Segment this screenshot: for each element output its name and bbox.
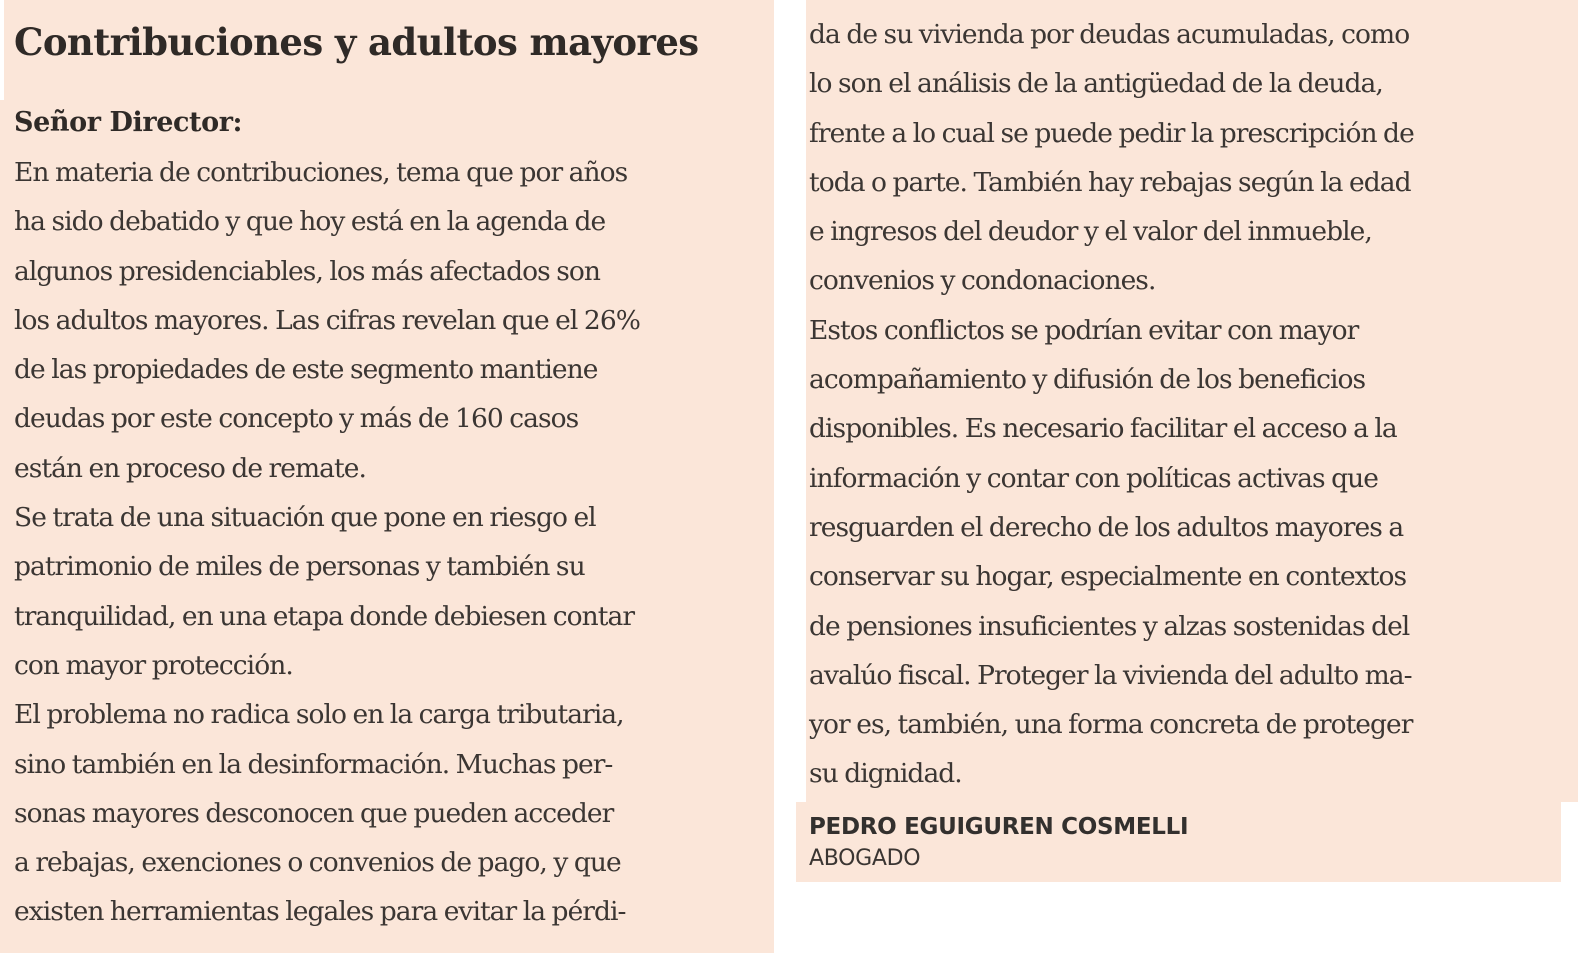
author-role: ABOGADO xyxy=(809,846,921,871)
body-line: de pensiones insuficientes y alzas sostenidas del xyxy=(809,610,1410,642)
body-line: ha sido debatido y que hoy está en la agenda de xyxy=(14,206,606,238)
body-line: acompañamiento y difusión de los beneficios xyxy=(809,364,1366,396)
body-line: existen herramientas legales para evitar la pérdi- xyxy=(14,896,626,928)
body-line: Se trata de una situación que pone en riesgo el xyxy=(14,502,596,534)
body-line: deudas por este concepto y más de 160 casos xyxy=(14,403,579,435)
body-line: conservar su hogar, especialmente en contextos xyxy=(809,561,1407,593)
body-line: Estos conflictos se podrían evitar con mayor xyxy=(809,314,1359,346)
body-line: sino también en la desinformación. Muchas per- xyxy=(14,748,613,780)
body-line: patrimonio de miles de personas y también su xyxy=(14,551,585,583)
body-line: El problema no radica solo en la carga tributaria, xyxy=(14,699,624,731)
body-line: En materia de contribuciones, tema que por años xyxy=(14,157,628,188)
body-line: a rebajas, exenciones o convenios de pago, y que xyxy=(14,847,621,879)
body-line: están en proceso de remate. xyxy=(14,452,366,484)
body-line: frente a lo cual se puede pedir la prescripción de xyxy=(809,117,1414,149)
body-line: toda o parte. También hay rebajas según la edad xyxy=(809,166,1411,198)
right-column-text xyxy=(809,10,1414,799)
body-line: resguarden el derecho de los adultos mayores a xyxy=(809,511,1404,543)
letter-greeting: Señor Director: xyxy=(14,107,243,138)
body-line: los adultos mayores. Las cifras revelan que el 26% xyxy=(14,304,640,336)
body-line: yor es, también, una forma concreta de proteger xyxy=(809,709,1413,741)
body-line: convenios y condonaciones. xyxy=(809,265,1156,297)
body-line: e ingresos del deudor y el valor del inmueble, xyxy=(809,216,1372,248)
body-line: información y contar con políticas activas que xyxy=(809,462,1378,494)
body-line: disponibles. Es necesario facilitar el acceso a la xyxy=(809,413,1397,445)
body-line: de las propiedades de este segmento mantiene xyxy=(14,354,598,386)
body-line: avalúo fiscal. Proteger la vivienda del adulto ma- xyxy=(809,659,1412,691)
body-line: su dignidad. xyxy=(809,758,962,790)
body-line: lo son el análisis de la antigüedad de la deuda, xyxy=(809,68,1383,100)
body-line: algunos presidenciables, los más afectados son xyxy=(14,255,600,287)
author-name: PEDRO EGUIGUREN COSMELLI xyxy=(809,814,1189,840)
body-line: da de su vivienda por deudas acumuladas, como xyxy=(809,19,1410,50)
body-line: tranquilidad, en una etapa donde debiesen contar xyxy=(14,600,635,632)
body-line: con mayor protección. xyxy=(14,649,293,681)
body-line: sonas mayores desconocen que pueden acceder xyxy=(14,797,614,829)
left-column-text xyxy=(14,148,640,937)
article-title: Contribuciones y adultos mayores xyxy=(14,20,699,64)
